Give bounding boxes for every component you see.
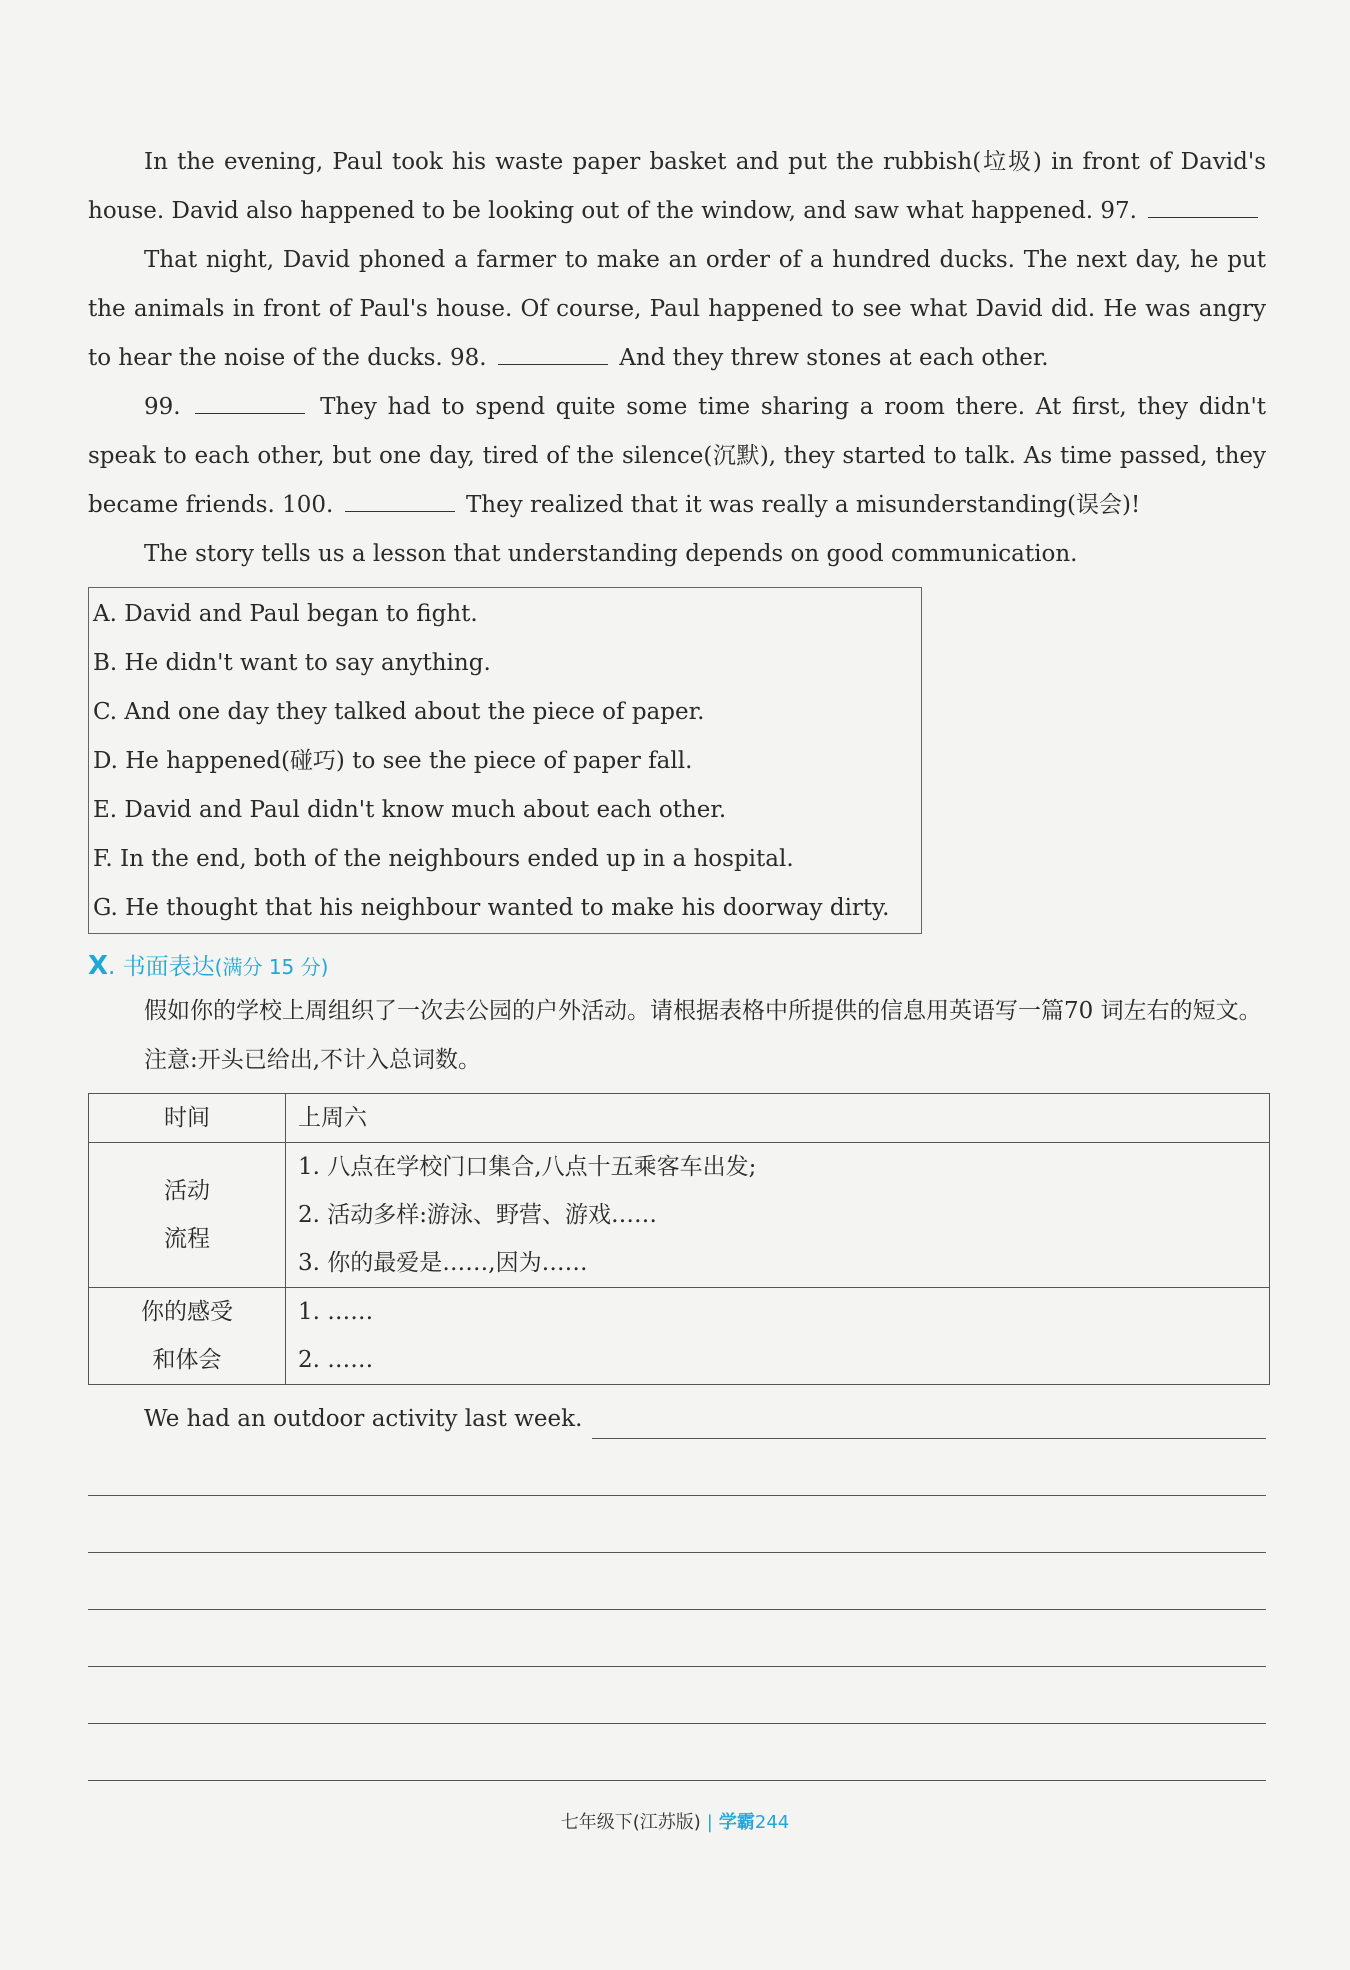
- writing-line[interactable]: [88, 1667, 1266, 1724]
- feel-label: [89, 1288, 286, 1385]
- flow-label-line-2: 流程: [164, 1226, 210, 1252]
- writing-first-line: [88, 1399, 1266, 1439]
- writing-line[interactable]: [592, 1410, 1266, 1439]
- option-a: A. David and Paul began to fight.: [93, 601, 478, 627]
- option-b: B. He didn't want to say anything.: [93, 650, 491, 676]
- section-letter: X: [88, 951, 109, 981]
- flow-item: 3. 你的最爱是……,因为……: [298, 1250, 588, 1276]
- footer-grade: 七年级下(江苏版): [560, 1812, 701, 1833]
- writing-note: 注意:开头已给出,不计入总词数。: [144, 1047, 482, 1073]
- paragraph-text: They realized that it was really a misunderstanding(误会)!: [465, 492, 1141, 518]
- section-heading: [88, 946, 1266, 987]
- footer-brand: 学霸: [718, 1812, 755, 1833]
- writing-line[interactable]: [88, 1496, 1266, 1553]
- answer-blank-98[interactable]: [498, 346, 608, 365]
- options-box: [88, 587, 922, 934]
- writing-line[interactable]: [88, 1439, 1266, 1496]
- option-f: F. In the end, both of the neighbours ended up in a hospital.: [93, 846, 794, 872]
- paragraph-text: 99.: [144, 394, 181, 420]
- flow-label: [89, 1143, 286, 1288]
- paragraph-text: In the evening, Paul took his waste paper basket and put the rubbish(垃圾) in front of David's house. David also happened to be looking out of the window, and saw what happened. 97.: [88, 149, 1266, 224]
- info-table: [88, 1093, 1270, 1385]
- flow-content: [286, 1143, 1270, 1288]
- passage-paragraph-1: [88, 138, 1266, 236]
- writing-line[interactable]: [88, 1724, 1266, 1781]
- table-row-flow: [89, 1143, 1270, 1288]
- feel-content: [286, 1288, 1270, 1385]
- time-value: 上周六: [286, 1094, 1270, 1143]
- page-number: 244: [754, 1812, 790, 1833]
- flow-label-line-1: 活动: [164, 1178, 210, 1204]
- footer-separator: |: [706, 1812, 713, 1833]
- passage-paragraph-2: [88, 236, 1266, 383]
- answer-blank-97[interactable]: [1148, 199, 1258, 218]
- feel-label-line-1: 你的感受: [141, 1299, 233, 1325]
- flow-item: 2. 活动多样:游泳、野营、游戏……: [298, 1202, 658, 1228]
- passage-paragraph-3: [88, 383, 1266, 530]
- passage-paragraph-4: The story tells us a lesson that understanding depends on good communication.: [144, 541, 1078, 567]
- option-g: G. He thought that his neighbour wanted to make his doorway dirty.: [93, 895, 890, 921]
- section-dot: .: [108, 954, 123, 980]
- writing-instruction: 假如你的学校上周组织了一次去公园的户外活动。请根据表格中所提供的信息用英语写一篇70 词左右的短文。: [144, 998, 1262, 1024]
- feel-label-line-2: 和体会: [152, 1347, 222, 1373]
- time-label: 时间: [89, 1094, 286, 1143]
- option-c: C. And one day they talked about the piece of paper.: [93, 699, 705, 725]
- paragraph-text: They had to spend quite some time sharing a room there. At first, they didn't speak to each other, but one day, tired of the silence(沉默), they started to talk. As time passed, they became friends. 100.: [88, 394, 1267, 518]
- table-row-time: [89, 1094, 1270, 1143]
- paragraph-text: And they threw stones at each other.: [619, 345, 1049, 371]
- writing-line[interactable]: [88, 1553, 1266, 1610]
- feel-item: 2. ……: [298, 1347, 374, 1373]
- paragraph-text: That night, David phoned a farmer to make an order of a hundred ducks. The next day, he put the animals in front of Paul's house. Of course, Paul happened to see what David did. He was angry to hear the noise of the ducks. 98.: [88, 247, 1266, 371]
- section-title-text: 书面表达: [122, 954, 215, 980]
- answer-blank-100[interactable]: [345, 493, 455, 512]
- section-score: (满分 15 分): [214, 955, 329, 979]
- option-d: D. He happened(碰巧) to see the piece of paper fall.: [93, 748, 693, 774]
- answer-blank-99[interactable]: [195, 395, 305, 414]
- feel-item: 1. ……: [298, 1299, 374, 1325]
- flow-item: 1. 八点在学校门口集合,八点十五乘客车出发;: [298, 1154, 757, 1180]
- page-footer: [0, 1808, 1350, 1834]
- option-e: E. David and Paul didn't know much about each other.: [93, 797, 727, 823]
- writing-lead: We had an outdoor activity last week.: [144, 1406, 583, 1432]
- table-row-feel: [89, 1288, 1270, 1385]
- writing-line[interactable]: [88, 1610, 1266, 1667]
